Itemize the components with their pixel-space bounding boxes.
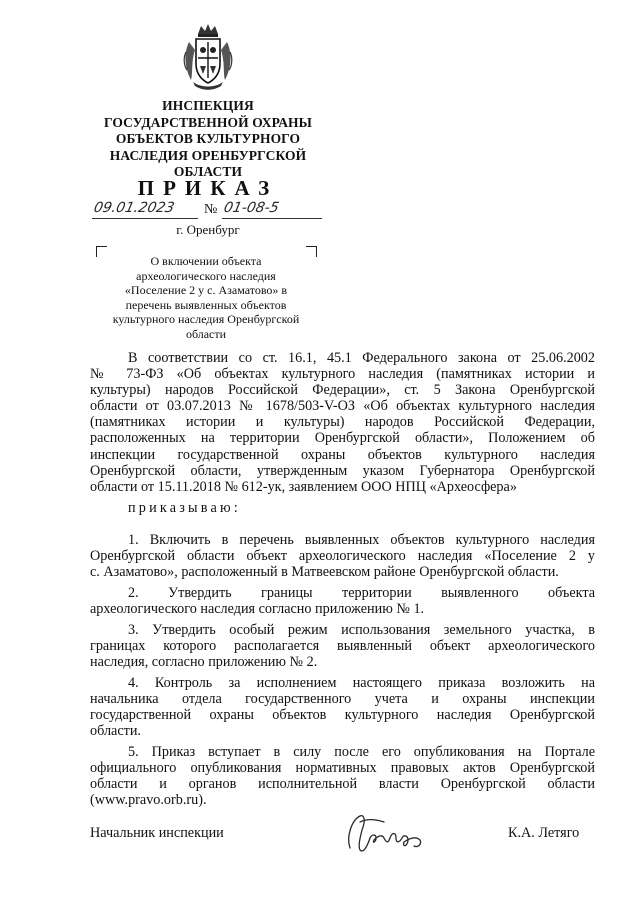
subject-line: области <box>185 326 227 341</box>
subject-line: «Поселение 2 у с. Азаматово» в <box>124 283 288 298</box>
subject-line: О включении объекта <box>150 254 262 268</box>
text-line: наследия, согласно приложению № 2. <box>90 654 318 671</box>
text-line: 1. Включить в перечень выявленных объектов культурного наследия <box>128 532 595 548</box>
org-name-line: ИНСПЕКЦИЯ <box>162 98 254 113</box>
org-name-line: ГОСУДАРСТВЕННОЙ ОХРАНЫ <box>103 114 313 130</box>
order-item-3 <box>90 622 595 670</box>
document-type-title: ПРИКАЗ <box>137 176 279 200</box>
text-line: 4. Контроль за исполнением настоящего приказа возложить на <box>128 675 595 691</box>
text-line: начальника отдела государственного учета и охраны инспекции <box>90 691 595 708</box>
text-line: официального опубликования нормативных правовых актов Оренбургской <box>90 760 595 777</box>
signatory-title: Начальник инспекции <box>90 825 224 841</box>
signatory-name: К.А. Летяго <box>508 825 580 841</box>
organization-name <box>70 98 346 181</box>
text-line: области от 15.11.2018 № 612-ук, заявлением ООО НПЦ «Археосфера» <box>90 478 517 495</box>
text-line: В соответствии со ст. 16.1, 45.1 Федерального закона от 25.06.2002 <box>128 350 595 366</box>
org-name-line: ОБЪЕКТОВ КУЛЬТУРНОГО <box>115 131 301 146</box>
text-line: культуры) народов Российской Федерации», ст. 5 Закона Оренбургской <box>90 382 595 399</box>
number-sign: № <box>204 202 218 217</box>
handwritten-signature <box>338 808 430 858</box>
subject-line: перечень выявленных объектов <box>125 297 287 312</box>
preamble-paragraph <box>90 350 595 495</box>
text-line: инспекции государственной охраны объектов культурного наследия <box>90 446 595 463</box>
text-line: (www.pravo.orb.ru). <box>90 792 207 809</box>
handwritten-date: 09.01.2023 <box>92 200 176 216</box>
text-line: 2. Утвердить границы территории выявленного объекта <box>128 585 595 601</box>
subject-line: культурного наследия Оренбургской <box>112 312 300 327</box>
subject-line: археологического наследия <box>136 268 276 283</box>
text-line: Оренбургской области объект археологического наследия «Поселение 2 у <box>90 548 595 565</box>
text-line: с. Азаматово», расположенный в Матвеевском районе Оренбургской области. <box>90 564 559 581</box>
text-line: области и органов исполнительной власти Оренбургской области <box>90 776 595 793</box>
order-item-2 <box>90 585 595 617</box>
text-line: Оренбургской области, утвержденным указом Губернатора Оренбургской <box>90 462 595 479</box>
text-line: области. <box>90 723 141 740</box>
order-item-5 <box>90 744 595 808</box>
text-line: (памятниках истории и культуры) народов Российской Федерации, <box>90 414 595 431</box>
order-item-4 <box>90 675 595 739</box>
city-name: г. Оренбург <box>176 222 240 237</box>
text-line: области от 03.07.2013 № 1678/503-V-ОЗ «Об объектах культурного наследия <box>90 398 595 415</box>
number-underline <box>222 218 322 219</box>
text-line: государственной охраны объектов культурного наследия Оренбургской <box>90 707 595 724</box>
text-line: археологического наследия согласно приложению № 1. <box>90 601 425 618</box>
text-line: расположенных на территории Оренбургской области», Положением об <box>90 430 595 447</box>
org-name-line: ОБЛАСТИ <box>173 164 243 179</box>
document-subject <box>90 254 322 342</box>
order-directive-word: приказываю: <box>128 500 241 516</box>
handwritten-number: 01-08-5 <box>222 200 281 216</box>
text-line: 5. Приказ вступает в силу после его опубликования на Портале <box>128 744 595 760</box>
order-item-1 <box>90 532 595 580</box>
org-name-line: НАСЛЕДИЯ ОРЕНБУРГСКОЙ <box>109 147 307 163</box>
text-line: 3. Утвердить особый режим использования земельного участка, в <box>128 622 595 638</box>
text-line: границах которого располагается выявленный объект археологического <box>90 638 595 655</box>
date-number-line <box>88 202 328 222</box>
date-underline <box>92 218 198 219</box>
orenburg-coat-of-arms-icon <box>181 22 235 92</box>
text-line: № 73-ФЗ «Об объектах культурного наследия (памятниках истории и <box>90 366 595 383</box>
